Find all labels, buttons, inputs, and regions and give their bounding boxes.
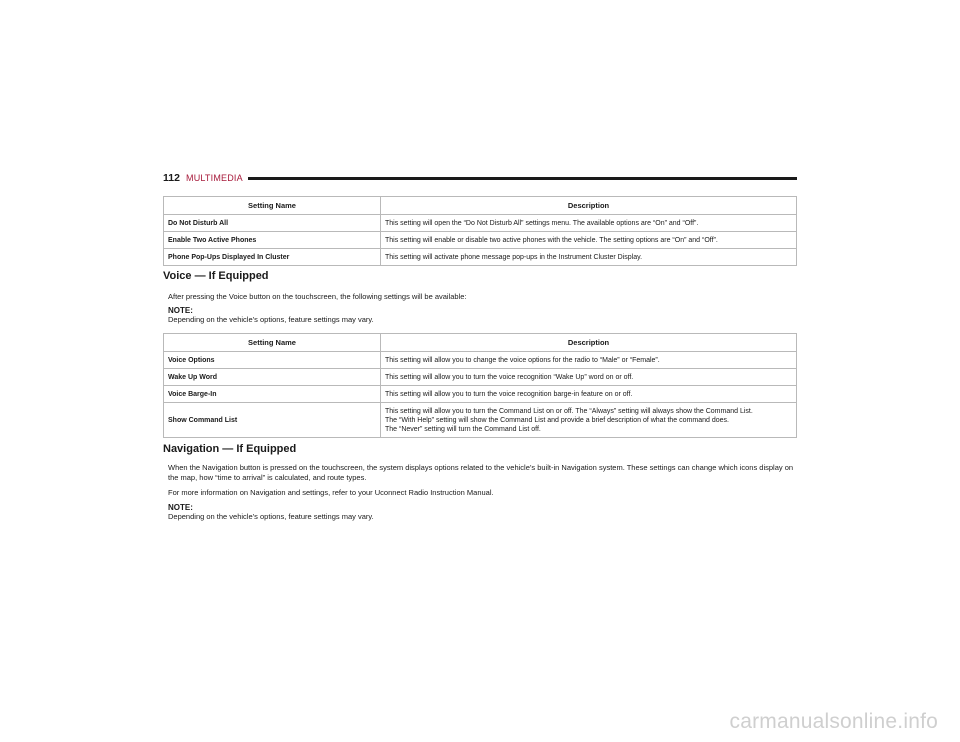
setting-name: Voice Options: [164, 352, 381, 369]
phone-settings-table: [163, 196, 797, 266]
voice-note-text: Depending on the vehicle’s options, feature settings may vary.: [168, 315, 374, 324]
column-header-setting-name: Setting Name: [164, 334, 381, 352]
setting-description: This setting will activate phone message pop-ups in the Instrument Cluster Display.: [381, 249, 797, 266]
table-row: [164, 386, 797, 403]
page-number: 112: [163, 172, 180, 184]
voice-intro-text: After pressing the Voice button on the touchscreen, the following settings will be available:: [168, 292, 467, 301]
navigation-paragraph: For more information on Navigation and settings, refer to your Uconnect Radio Instruction Manual.: [168, 488, 494, 497]
table-header-row: [164, 197, 797, 215]
voice-section-heading: Voice — If Equipped: [163, 270, 269, 282]
table-row: [164, 403, 797, 438]
column-header-description: Description: [381, 334, 797, 352]
table-row: [164, 352, 797, 369]
table-row: [164, 249, 797, 266]
setting-description: This setting will enable or disable two active phones with the vehicle. The setting options are “On” and “Off”.: [381, 232, 797, 249]
navigation-note-label: NOTE:: [168, 503, 193, 512]
navigation-paragraph: When the Navigation button is pressed on the touchscreen, the system displays options related to the vehicle’s built-in Navigation system. These settings can change which icons display on the map, how “time to arrival” is calculated, and route types.: [168, 463, 794, 482]
setting-name: Phone Pop-Ups Displayed In Cluster: [164, 249, 381, 266]
section-title: MULTIMEDIA: [186, 173, 243, 183]
setting-name: Show Command List: [164, 403, 381, 438]
setting-description: This setting will allow you to change the voice options for the radio to “Male” or “Female”.: [381, 352, 797, 369]
column-header-setting-name: Setting Name: [164, 197, 381, 215]
voice-note-label: NOTE:: [168, 306, 193, 315]
table-row: [164, 369, 797, 386]
description-line: The “With Help” setting will show the Command List and provide a brief description of what the command does.: [385, 416, 729, 424]
watermark: carmanualsonline.info: [729, 710, 938, 733]
setting-name: Do Not Disturb All: [164, 215, 381, 232]
table-header-row: [164, 334, 797, 352]
column-header-description: Description: [381, 197, 797, 215]
setting-description: This setting will allow you to turn the voice recognition barge-in feature on or off.: [381, 386, 797, 403]
description-line: This setting will allow you to turn the Command List on or off. The “Always” setting will always show the Command List.: [385, 407, 753, 415]
setting-description: [381, 403, 797, 438]
navigation-note-text: Depending on the vehicle’s options, feature settings may vary.: [168, 512, 374, 521]
voice-settings-table: [163, 333, 797, 438]
page-header: [163, 172, 797, 186]
setting-name: Wake Up Word: [164, 369, 381, 386]
table-row: [164, 215, 797, 232]
description-line: The “Never” setting will turn the Command List off.: [385, 425, 541, 433]
header-rule: [248, 177, 797, 180]
navigation-section-heading: Navigation — If Equipped: [163, 443, 297, 455]
setting-description: This setting will allow you to turn the voice recognition “Wake Up” word on or off.: [381, 369, 797, 386]
setting-description: This setting will open the “Do Not Disturb All” settings menu. The available options are “On” and “Off”.: [381, 215, 797, 232]
setting-name: Enable Two Active Phones: [164, 232, 381, 249]
setting-name: Voice Barge-In: [164, 386, 381, 403]
table-row: [164, 232, 797, 249]
